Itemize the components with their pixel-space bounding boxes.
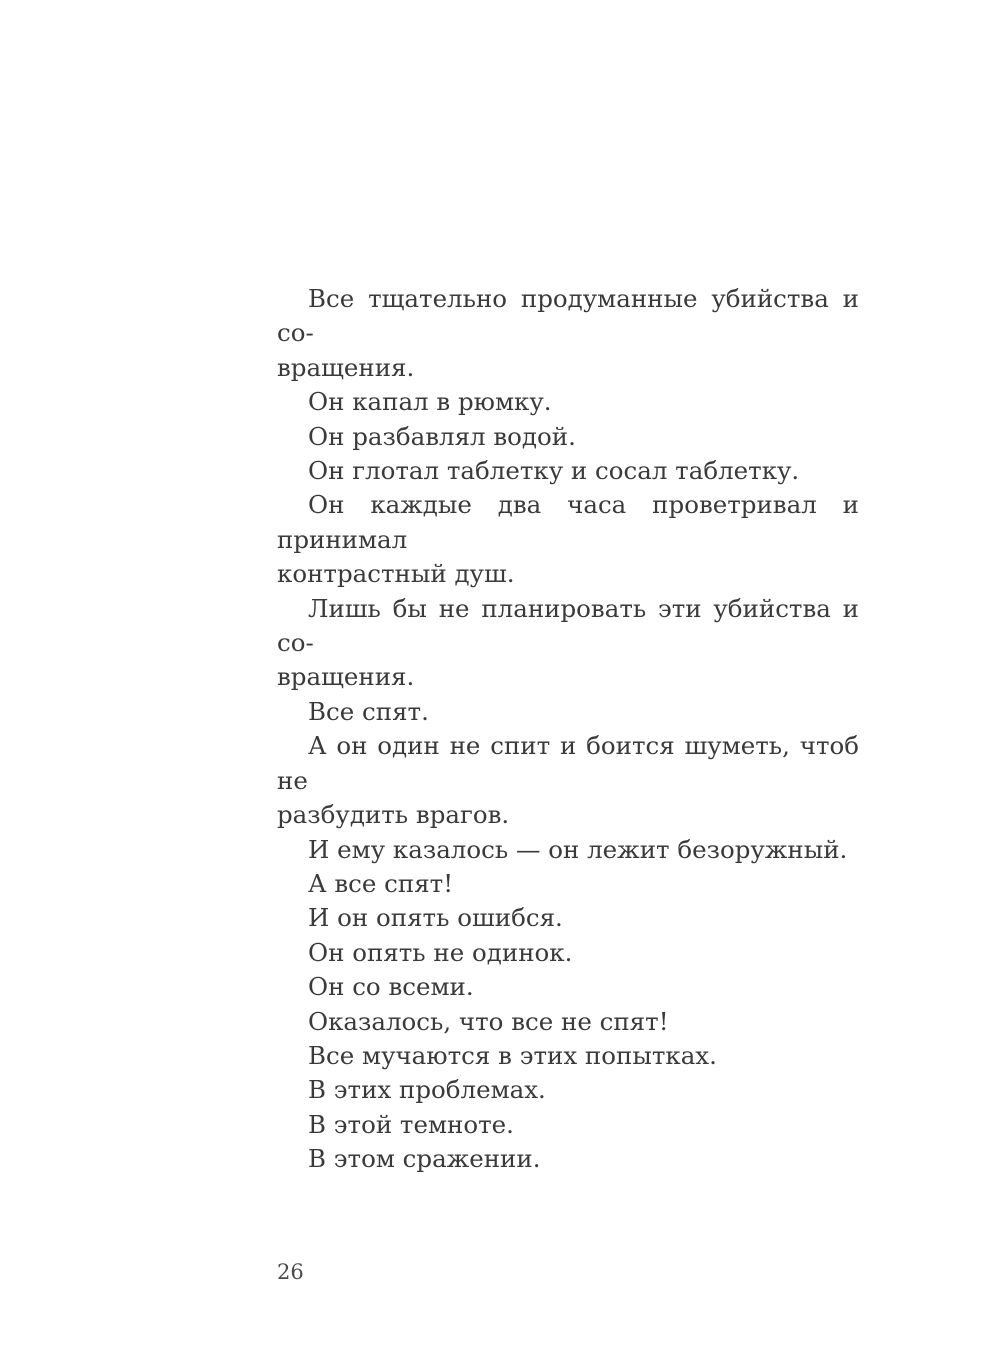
paragraph (277, 867, 859, 901)
paragraph (277, 936, 859, 970)
paragraph (277, 592, 859, 695)
text-line: вращения. (277, 352, 415, 382)
text-line: Лишь бы не планировать эти убийства и со- (277, 593, 859, 658)
text-line: Он разбавлял водой. (308, 421, 576, 451)
page-number: 26 (277, 1260, 304, 1284)
text-line: В этом сражении. (308, 1144, 541, 1174)
paragraph (277, 901, 859, 935)
text-line: И он опять ошибся. (308, 903, 563, 933)
text-line: В этих проблемах. (308, 1075, 546, 1105)
paragraph (277, 385, 859, 419)
paragraph (277, 695, 859, 729)
text-line: Оказалось, что все не спят! (308, 1006, 669, 1036)
paragraph (277, 454, 859, 488)
text-line: Он опять не одинок. (308, 937, 573, 967)
text-line: Он каждые два часа проветривал и принимал (277, 490, 859, 554)
paragraph (277, 1039, 859, 1073)
text-line: А он один не спит и боится шуметь, чтоб не (277, 731, 859, 795)
text-line: Все мучаются в этих попытках. (308, 1040, 717, 1070)
paragraph (277, 282, 859, 385)
paragraph (277, 833, 859, 867)
paragraph (277, 1073, 859, 1107)
paragraph (277, 1005, 859, 1039)
text-line: Он со всеми. (308, 972, 474, 1002)
text-line: вращения. (277, 662, 415, 692)
paragraph (277, 488, 859, 591)
paragraph (277, 729, 859, 832)
text-line: Он капал в рюмку. (308, 387, 552, 417)
text-line: И ему казалось — он лежит безоружный. (308, 834, 848, 864)
text-line: В этой темноте. (308, 1109, 514, 1139)
text-line: контрастный душ. (277, 559, 515, 589)
text-line: разбудить врагов. (277, 800, 510, 830)
paragraph (277, 970, 859, 1004)
paragraph (277, 1142, 859, 1176)
body-text (277, 282, 859, 1177)
paragraph (277, 1108, 859, 1142)
text-line: А все спят! (308, 868, 454, 898)
text-line: Все спят. (308, 696, 429, 726)
text-line: Все тщательно продуманные убийства и со- (277, 284, 859, 348)
text-line: Он глотал таблетку и сосал таблетку. (308, 456, 800, 486)
paragraph (277, 420, 859, 454)
